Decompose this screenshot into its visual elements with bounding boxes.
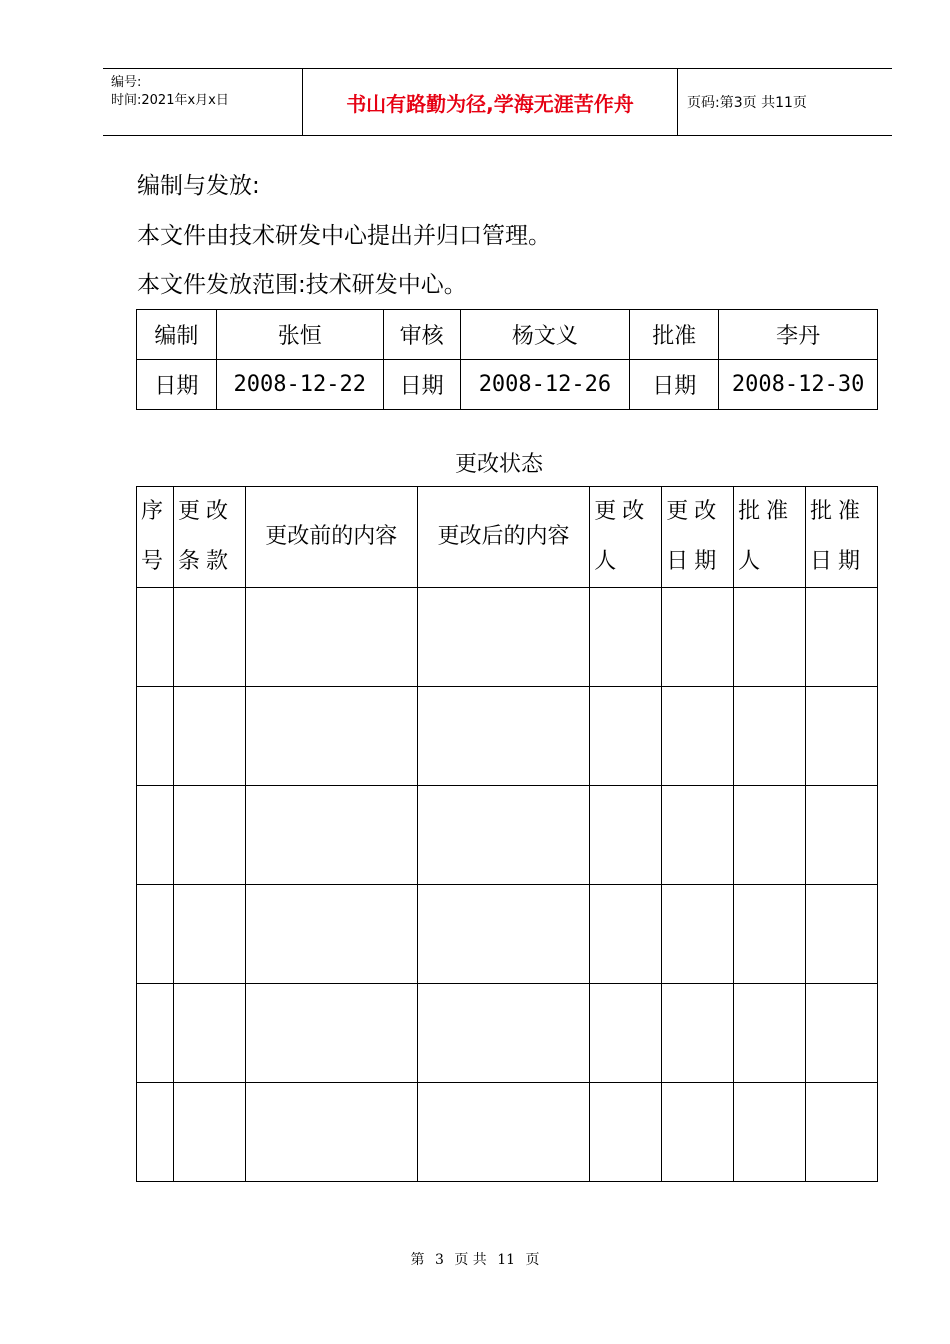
table-cell[interactable] — [174, 1083, 246, 1182]
table-cell[interactable] — [734, 984, 806, 1083]
approve-date: 2008-12-30 — [719, 360, 878, 410]
table-row — [137, 1083, 878, 1182]
changes-header-row — [137, 487, 878, 588]
changes-table — [136, 486, 878, 1182]
table-cell[interactable] — [590, 687, 662, 786]
section-heading-issue: 编制与发放: — [137, 173, 260, 199]
table-cell[interactable] — [137, 588, 174, 687]
table-cell[interactable] — [174, 885, 246, 984]
table-cell[interactable] — [417, 687, 590, 786]
table-cell[interactable] — [806, 588, 878, 687]
table-cell[interactable] — [137, 1083, 174, 1182]
footer-mid: 页 共 — [454, 1252, 487, 1268]
table-cell[interactable] — [806, 984, 878, 1083]
table-cell[interactable] — [806, 885, 878, 984]
paragraph-distribution: 本文件发放范围:技术研发中心。 — [137, 272, 467, 298]
table-cell[interactable] — [137, 885, 174, 984]
label-review: 审核 — [383, 310, 460, 360]
table-cell[interactable] — [806, 687, 878, 786]
table-cell[interactable] — [662, 588, 734, 687]
table-cell[interactable] — [245, 687, 417, 786]
footer-page-total: 11 — [497, 1252, 516, 1268]
label-date: 日期 — [137, 360, 217, 410]
label-date: 日期 — [630, 360, 719, 410]
footer-prefix: 第 — [410, 1252, 425, 1268]
table-cell[interactable] — [806, 1083, 878, 1182]
table-cell[interactable] — [734, 786, 806, 885]
paragraph-responsibility: 本文件由技术研发中心提出并归口管理。 — [137, 223, 551, 249]
table-cell[interactable] — [245, 786, 417, 885]
table-row — [137, 885, 878, 984]
table-cell[interactable] — [662, 786, 734, 885]
table-cell[interactable] — [662, 885, 734, 984]
header-motto: 书山有路勤为径,学海无涯苦作舟 — [303, 69, 678, 135]
table-row — [137, 687, 878, 786]
footer-page-number: 3 — [434, 1252, 444, 1268]
approval-table — [136, 309, 878, 410]
compile-date: 2008-12-22 — [216, 360, 383, 410]
label-date: 日期 — [383, 360, 460, 410]
table-cell[interactable] — [417, 885, 590, 984]
table-cell[interactable] — [662, 1083, 734, 1182]
table-cell[interactable] — [662, 687, 734, 786]
review-date: 2008-12-26 — [460, 360, 630, 410]
approval-row-dates — [137, 360, 878, 410]
table-cell[interactable] — [590, 588, 662, 687]
header-after: 更改后的内容 — [417, 487, 590, 588]
table-cell[interactable] — [734, 588, 806, 687]
table-cell[interactable] — [245, 1083, 417, 1182]
header-before: 更改前的内容 — [245, 487, 417, 588]
table-cell[interactable] — [174, 984, 246, 1083]
table-cell[interactable] — [245, 984, 417, 1083]
header-clause: 更改条款 — [174, 487, 246, 588]
table-cell[interactable] — [662, 984, 734, 1083]
table-cell[interactable] — [734, 687, 806, 786]
table-cell[interactable] — [137, 984, 174, 1083]
table-row — [137, 786, 878, 885]
table-cell[interactable] — [734, 1083, 806, 1182]
table-cell[interactable] — [174, 786, 246, 885]
table-cell[interactable] — [417, 984, 590, 1083]
header-page-code: 页码:第3页 共11页 — [687, 95, 807, 111]
page-header — [103, 68, 892, 136]
footer-suffix: 页 — [525, 1252, 540, 1268]
changes-body — [137, 588, 878, 1182]
time-label: 时间:2021年x月x日 — [111, 93, 229, 108]
table-cell[interactable] — [590, 885, 662, 984]
header-approver: 批准人 — [734, 487, 806, 588]
number-label: 编号: — [111, 75, 142, 90]
header-approve-date: 批准日期 — [806, 487, 878, 588]
table-cell[interactable] — [174, 588, 246, 687]
table-cell[interactable] — [417, 1083, 590, 1182]
header-seq: 序号 — [137, 487, 174, 588]
changes-title: 更改状态 — [454, 452, 543, 477]
table-cell[interactable] — [590, 984, 662, 1083]
table-cell[interactable] — [245, 588, 417, 687]
table-cell[interactable] — [417, 786, 590, 885]
table-row — [137, 588, 878, 687]
table-cell[interactable] — [174, 687, 246, 786]
table-cell[interactable] — [590, 1083, 662, 1182]
label-approve: 批准 — [630, 310, 719, 360]
table-cell[interactable] — [806, 786, 878, 885]
compiler-name: 张恒 — [216, 310, 383, 360]
table-row — [137, 984, 878, 1083]
table-cell[interactable] — [590, 786, 662, 885]
table-cell[interactable] — [245, 885, 417, 984]
header-change-date: 更改日期 — [662, 487, 734, 588]
table-cell[interactable] — [137, 687, 174, 786]
approval-row-signers — [137, 310, 878, 360]
table-cell[interactable] — [734, 885, 806, 984]
reviewer-name: 杨文义 — [460, 310, 630, 360]
page-footer — [0, 1249, 950, 1269]
header-meta — [103, 69, 303, 135]
label-compile: 编制 — [137, 310, 217, 360]
approver-name: 李丹 — [719, 310, 878, 360]
header-changer: 更改人 — [590, 487, 662, 588]
table-cell[interactable] — [417, 588, 590, 687]
table-cell[interactable] — [137, 786, 174, 885]
